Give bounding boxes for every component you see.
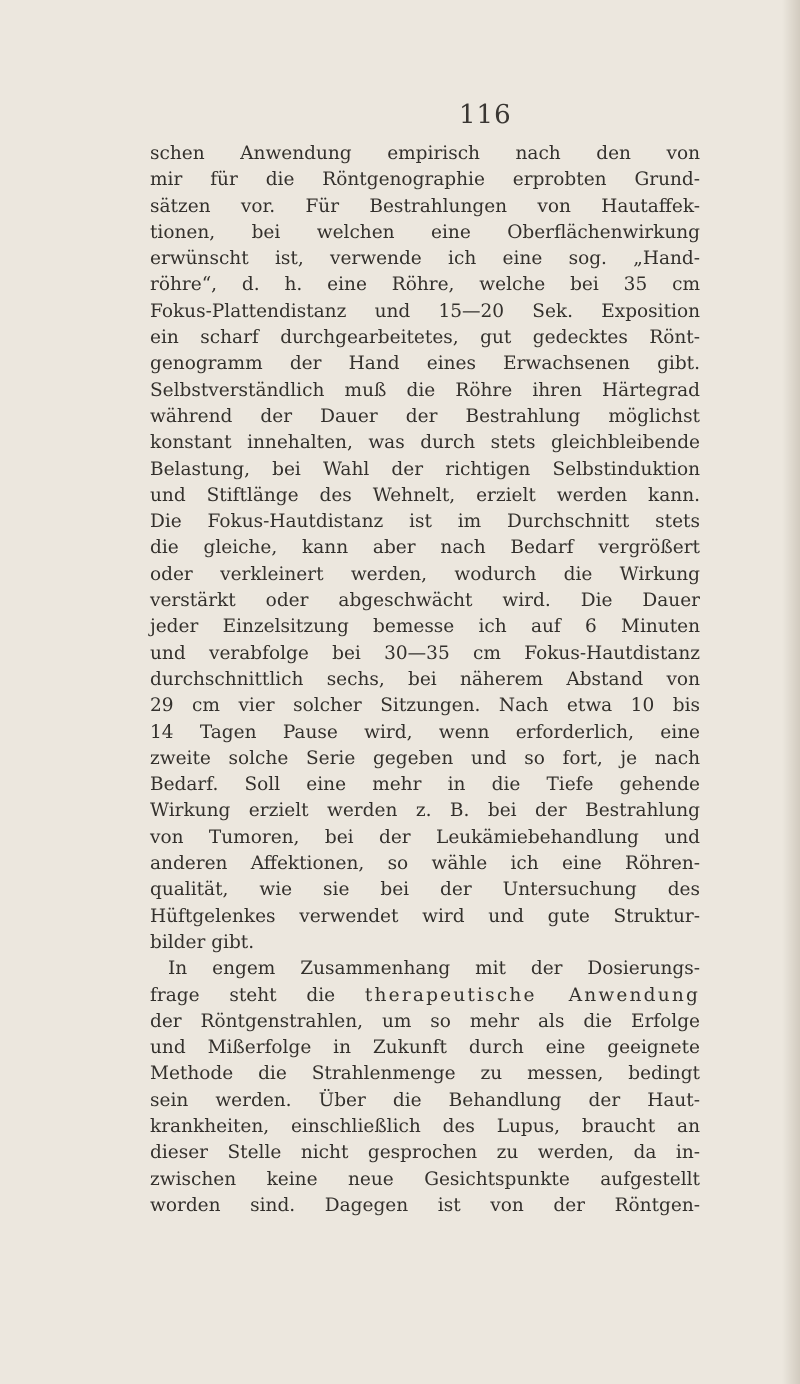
text-line: zwischen keine neue Gesichtspunkte aufgestellt xyxy=(150,1168,700,1190)
text-line: anderen Affektionen, so wähle ich eine Röhren- xyxy=(150,853,700,875)
text-line: und verabfolge bei 30—35 cm Fokus-Hautdistanz xyxy=(150,642,700,664)
text-line: und Mißerfolge in Zukunft durch eine geeignete xyxy=(150,1037,700,1059)
text-line: erwünscht ist, verwende ich eine sog. „Hand- xyxy=(150,248,700,270)
text-line: durchschnittlich sechs, bei näherem Abstand von xyxy=(150,668,700,690)
text-line: 14 Tagen Pause wird, wenn erforderlich, eine xyxy=(150,721,700,743)
text-line: schen Anwendung empirisch nach den von xyxy=(150,143,700,164)
text-line: Belastung, bei Wahl der richtigen Selbstinduktion xyxy=(150,458,700,480)
text-line: In engem Zusammenhang mit der Dosierungs- xyxy=(168,958,700,980)
text-line: verstärkt oder abgeschwächt wird. Die Dauer xyxy=(150,590,700,612)
text-line: bilder gibt. xyxy=(150,931,255,953)
body-text xyxy=(150,141,700,1219)
text-line: worden sind. Dagegen ist von der Röntgen- xyxy=(150,1194,700,1216)
text-line: mir für die Röntgenographie erprobten Grund- xyxy=(150,169,700,191)
text-line: frage steht die therapeutische Anwendung xyxy=(150,984,700,1006)
text-line: Hüftgelenkes verwendet wird und gute Struktur- xyxy=(150,905,700,927)
text-line: 29 cm vier solcher Sitzungen. Nach etwa 10 bis xyxy=(150,695,700,717)
text-line: oder verkleinert werden, wodurch die Wirkung xyxy=(150,563,700,585)
text-line: ein scharf durchgearbeitetes, gut gedecktes Rönt- xyxy=(150,327,700,349)
text-line: Die Fokus-Hautdistanz ist im Durchschnitt stets xyxy=(150,511,700,533)
text-line: qualität, wie sie bei der Untersuchung des xyxy=(150,879,700,901)
text-line: sein werden. Über die Behandlung der Haut- xyxy=(150,1089,700,1111)
text-line: von Tumoren, bei der Leukämiebehandlung und xyxy=(150,826,700,848)
text-line: jeder Einzelsitzung bemesse ich auf 6 Minuten xyxy=(150,616,700,638)
text-line: krankheiten, einschließlich des Lupus, braucht an xyxy=(150,1115,700,1137)
text-line: der Röntgenstrahlen, um so mehr als die Erfolge xyxy=(150,1010,700,1032)
text-line: Methode die Strahlenmenge zu messen, bedingt xyxy=(150,1063,700,1085)
text-line: röhre“, d. h. eine Röhre, welche bei 35 cm xyxy=(150,274,700,296)
text-line: genogramm der Hand eines Erwachsenen gibt. xyxy=(150,353,700,375)
text-line: tionen, bei welchen eine Oberflächenwirkung xyxy=(150,221,700,243)
text-line: Wirkung erzielt werden z. B. bei der Bestrahlung xyxy=(150,800,700,822)
text-line: konstant innehalten, was durch stets gleichbleibende xyxy=(150,432,700,454)
emphasized-term: therapeutische Anwendung xyxy=(364,984,700,1006)
text-line: Fokus-Plattendistanz und 15—20 Sek. Exposition xyxy=(150,300,700,322)
text-line: Bedarf. Soll eine mehr in die Tiefe gehende xyxy=(150,774,700,796)
text-line: dieser Stelle nicht gesprochen zu werden, da in- xyxy=(150,1142,700,1164)
page-number: 116 xyxy=(459,100,512,130)
page-edge-shadow xyxy=(782,0,800,1384)
text-line: zweite solche Serie gegeben und so fort, je nach xyxy=(150,747,700,769)
text-line: und Stiftlänge des Wehnelt, erzielt werden kann. xyxy=(150,484,700,506)
text-line: die gleiche, kann aber nach Bedarf vergrößert xyxy=(150,537,700,559)
text-line: sätzen vor. Für Bestrahlungen von Hautaffek- xyxy=(150,195,700,217)
text-line: Selbstverständlich muß die Röhre ihren Härtegrad xyxy=(150,379,700,401)
text-line: während der Dauer der Bestrahlung möglichst xyxy=(150,405,700,427)
